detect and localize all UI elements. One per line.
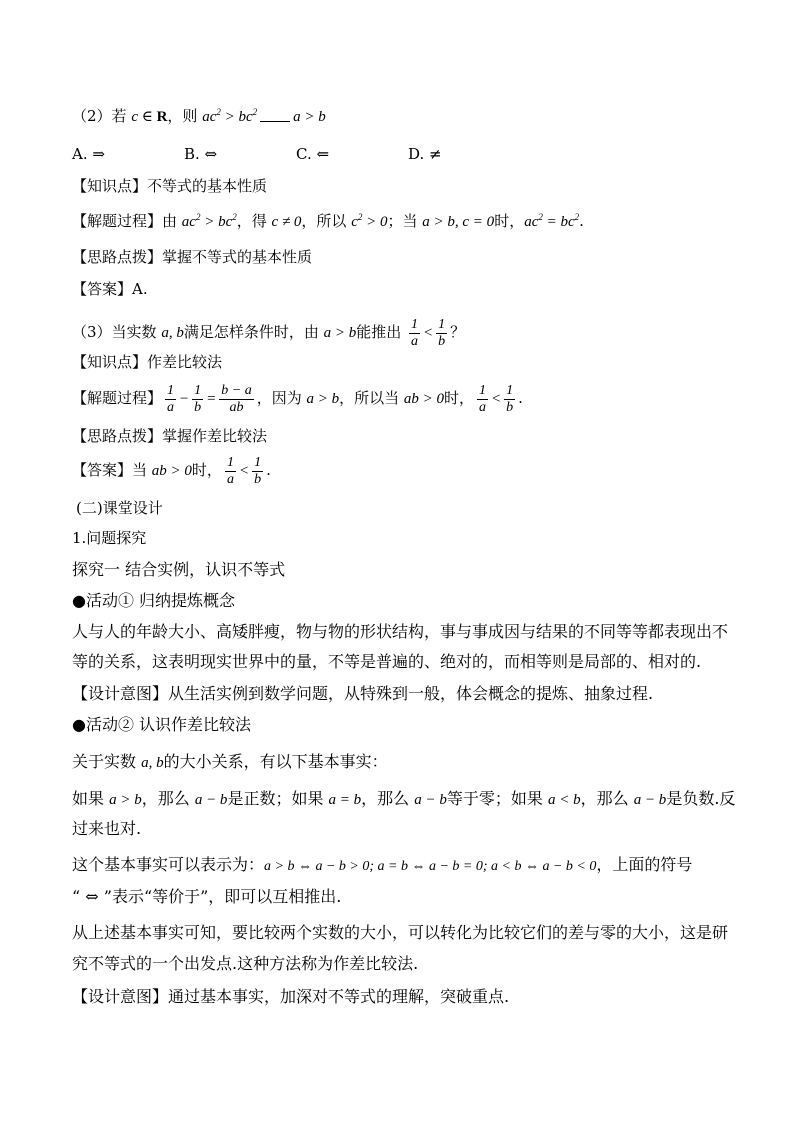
paragraph-5-line-1: 从上述基本事实可知，要比较两个实数的大小，可以转化为比较它们的差与零的大小，这是研 xyxy=(72,923,729,942)
option-b[interactable]: B. ⇔ xyxy=(184,145,218,163)
math-eq: $ac^2 = bc^2$ xyxy=(524,212,580,230)
option-c[interactable]: C. ⇐ xyxy=(296,145,330,163)
q2-answer-line: 【答案】A. xyxy=(72,280,148,298)
frac-1-a: $\frac{1}{a}$ xyxy=(411,316,418,349)
paragraph-3-line-2: 过来也对. xyxy=(72,819,142,838)
q2-knowledge-line: 【知识点】不等式的基本性质 xyxy=(72,177,268,195)
design-intent-1: 【设计意图】从生活实例到数学问题，从特殊到一般，体会概念的提炼、抽象过程. xyxy=(72,684,654,703)
question-2: （2）若 c ∈ R，则 $ac^2 > bc^2$ a > b xyxy=(72,107,326,125)
option-d[interactable]: D. ≠ xyxy=(408,145,442,163)
q3-process-line: 【解题过程】 $\frac{1}{a}$ − $\frac{1}{b}$ = $\frac{b - a}{ab}$ ，因为 a > b，所以当 ab > 0时， $\frac{1}{a}$ < $\frac{1}{b}$ . xyxy=(72,382,523,415)
paragraph-5-line-2: 究不等式的一个出发点.这种方法称为作差比较法. xyxy=(72,954,419,973)
frac-1-b: $\frac{1}{b}$ xyxy=(438,316,446,349)
q3-answer-line: 【答案】当 ab > 0时， $\frac{1}{a}$ < $\frac{1}{b}$ . xyxy=(72,454,271,487)
answer-blank xyxy=(260,109,290,122)
paragraph-1-line-2: 等的关系，这表明现实世界中的量，不等是普遍的、绝对的，而相等则是局部的、相对的. xyxy=(72,652,702,671)
subsection-heading: 1.问题探究 xyxy=(72,529,147,547)
explore-heading: 探究一 结合实例，认识不等式 xyxy=(72,560,286,579)
q2-idea-line: 【思路点拨】掌握不等式的基本性质 xyxy=(72,248,313,266)
frac-b-minus-a-over-ab: $\frac{b - a}{ab}$ xyxy=(221,382,252,415)
paragraph-4-line-2: “ ⇔ ”表示“等价于”，即可以互相推出. xyxy=(72,887,342,906)
math-ineq-1: $ac^2 > bc^2$ xyxy=(202,107,258,125)
paragraph-3-line-1: 如果 a > b，那么 a − b是正数；如果 a = b，那么 a − b等于零；如果 a < b，那么 a − b是负数.反 xyxy=(72,789,736,808)
activity-2-heading: ●活动② 认识作差比较法 xyxy=(72,715,252,734)
paragraph-4-line-1: 这个基本事实可以表示为：a > b ⇔ a − b > 0; a = b ⇔ a − b = 0; a < b ⇔ a − b < 0，上面的符号 xyxy=(72,855,693,874)
q2-process-line: 【解题过程】由 $ac^2 > bc^2$，得 c ≠ 0，所以 $c^2 > 0$；当 a > b, c = 0时，$ac^2 = bc^2$. xyxy=(72,212,584,230)
math-c-in-R: c ∈ R xyxy=(131,109,168,125)
paragraph-2: 关于实数 a, b的大小关系，有以下基本事实： xyxy=(72,752,388,771)
q3-knowledge-line: 【知识点】作差比较法 xyxy=(72,353,223,371)
math-ineq-2: $ac^2 > bc^2$ xyxy=(181,212,237,230)
math-c2-pos: $c^2 > 0$ xyxy=(351,212,388,230)
option-a[interactable]: A. ⇒ xyxy=(72,145,105,163)
activity-1-heading: ●活动① 归纳提炼概念 xyxy=(72,591,236,610)
design-intent-2: 【设计意图】通过基本事实，加深对不等式的理解，突破重点. xyxy=(72,987,510,1006)
q3-idea-line: 【思路点拨】掌握作差比较法 xyxy=(72,427,268,445)
paragraph-1-line-1: 人与人的年龄大小、高矮胖瘦，物与物的形状结构，事与事成因与结果的不同等等都表现出不 xyxy=(72,622,729,641)
question-3: （3）当实数 a, b满足怎样条件时，由 a > b能推出 $\frac{1}{a}$ < $\frac{1}{b}$ ？ xyxy=(72,316,466,349)
section-heading: (二)课堂设计 xyxy=(76,499,163,517)
options-row xyxy=(72,144,672,164)
